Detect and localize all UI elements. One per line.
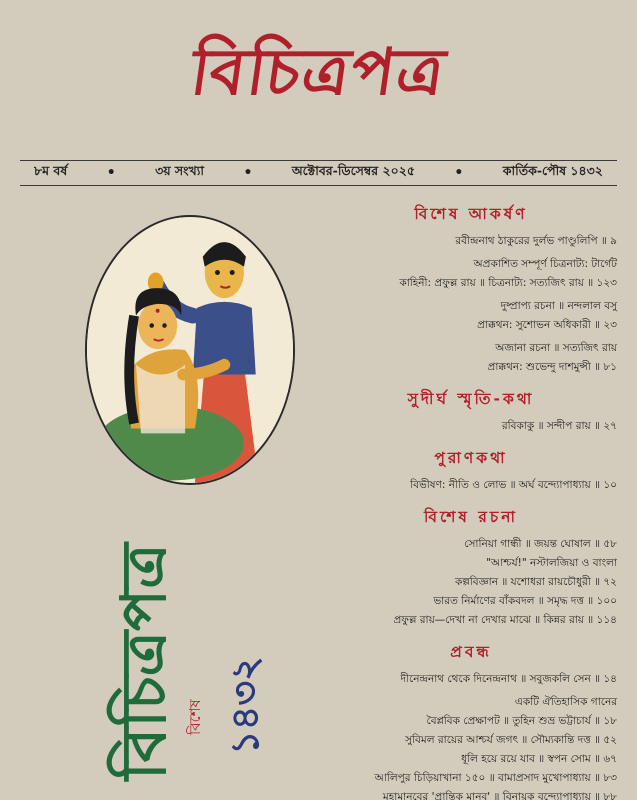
special-issue-year: ১৪৩২ bbox=[223, 656, 267, 755]
toc-entry: রবীন্দ্রনাথ ঠাকুরের দুর্লভ পাণ্ডুলিপি ॥ ৯ bbox=[455, 235, 617, 247]
magazine-logo: বিচিত্রপত্র bbox=[186, 34, 452, 110]
section-title: প্রবন্ধ bbox=[450, 643, 492, 661]
toc-entry: দীনেন্দ্রনাথ থেকে দিনেন্দ্রনাথ ॥ সবুজকলি সেন ॥ ১৪ bbox=[400, 673, 617, 685]
toc-entry: অজানা রচনা ॥ সত্যজিৎ রায় bbox=[495, 342, 617, 354]
section-title: পুরাণকথা bbox=[434, 449, 508, 467]
issue-info-bar bbox=[20, 160, 617, 186]
issue-season-label: কার্তিক-পৌষ ১৪৩২ bbox=[502, 163, 603, 178]
special-issue-title: বিচিত্রপত্র bbox=[107, 543, 180, 780]
toc-entry: রবিকাকু ॥ সন্দীপ রায় ॥ ২৭ bbox=[501, 420, 617, 432]
toc-entry: "আশ্চর্য!" নস্টালজিয়া ও বাংলা bbox=[486, 557, 617, 569]
toc-entry: একটি ঐতিহাসিক গানের bbox=[514, 696, 617, 708]
separator-dot: • bbox=[106, 165, 116, 181]
toc-entry: সোনিয়া গান্ধী ॥ জয়ন্ত ঘোষাল ॥ ৫৮ bbox=[464, 538, 617, 550]
section-title: বিশেষ আকর্ষণ bbox=[414, 205, 528, 223]
toc-entry: দুষ্প্রাপ্য রচনা ॥ নন্দলাল বসু bbox=[500, 300, 617, 312]
toc-entry: প্রাক্কথন: শুভেন্দু দাশমুন্সী ॥ ৮১ bbox=[487, 361, 617, 373]
toc-entry: আলিপুর চিড়িয়াখানা ১৫০ ॥ বামাপ্রসাদ মুখোপাধ্যায় ॥ ৮৩ bbox=[374, 772, 617, 784]
toc-entry: কাহিনী: প্রফুল্ল রায় ॥ চিত্রনাট্য: সত্যজিৎ রায় ॥ ১২৩ bbox=[399, 277, 617, 289]
toc-entry: মহামানবের 'প্রান্তিক মানব' ॥ বিনায়ক বন্দ্যোপাধ্যায় ॥ ৮৮ bbox=[382, 791, 617, 800]
painting-illustration bbox=[87, 217, 293, 483]
special-issue-badge: বিশেষ bbox=[186, 699, 204, 735]
volume-label: ৮ম বর্ষ bbox=[34, 163, 68, 178]
toc-entry: সুবিমল রায়ের আশ্চর্য জগৎ ॥ সৌম্যকান্তি দত্ত ॥ ৫২ bbox=[405, 734, 617, 746]
toc-entry: প্রাক্কথন: সুশোভন অধিকারী ॥ ২৩ bbox=[477, 319, 617, 331]
issue-months-label: অক্টোবর-ডিসেম্বর ২০২৫ bbox=[291, 163, 415, 178]
issue-number-label: ৩য় সংখ্যা bbox=[155, 163, 205, 178]
table-of-contents bbox=[325, 202, 617, 800]
toc-entry: কল্পবিজ্ঞান ॥ যশোধরা রায়চৌধুরী ॥ ৭২ bbox=[454, 576, 617, 588]
special-issue-mark bbox=[90, 505, 300, 790]
cover-painting bbox=[85, 215, 295, 485]
separator-dot: • bbox=[243, 165, 253, 181]
separator-dot: • bbox=[454, 165, 464, 181]
section-title: বিশেষ রচনা bbox=[423, 508, 519, 526]
toc-entry: বিভীষণ: নীতি ও লোভ ॥ অর্ঘ বন্দ্যোপাধ্যায় ॥ ১০ bbox=[410, 479, 617, 491]
section-title: সুদীর্ঘ স্মৃতি-কথা bbox=[407, 390, 535, 408]
toc-entry: অপ্রকাশিত সম্পূর্ণ চিত্রনাট্য: টার্গেট bbox=[473, 258, 617, 270]
toc-entry: ধূলি হয়ে রয়ে যাব ॥ স্বপন সোম ॥ ৬৭ bbox=[461, 753, 617, 765]
toc-entry: প্রফুল্ল রায়—দেখা না দেখার মাঝে ॥ কিন্নর রায় ॥ ১১৪ bbox=[393, 614, 617, 626]
masthead bbox=[0, 12, 637, 142]
toc-entry: বৈপ্লবিক প্রেক্ষাপট ॥ তুহিন শুভ্র ভট্টাচার্য ॥ ১৮ bbox=[426, 715, 617, 727]
special-issue-lettering bbox=[90, 505, 300, 790]
toc-entry: ভারত নির্মাণের বাঁকবদল ॥ সমৃদ্ধ দত্ত ॥ ১০০ bbox=[433, 595, 617, 607]
